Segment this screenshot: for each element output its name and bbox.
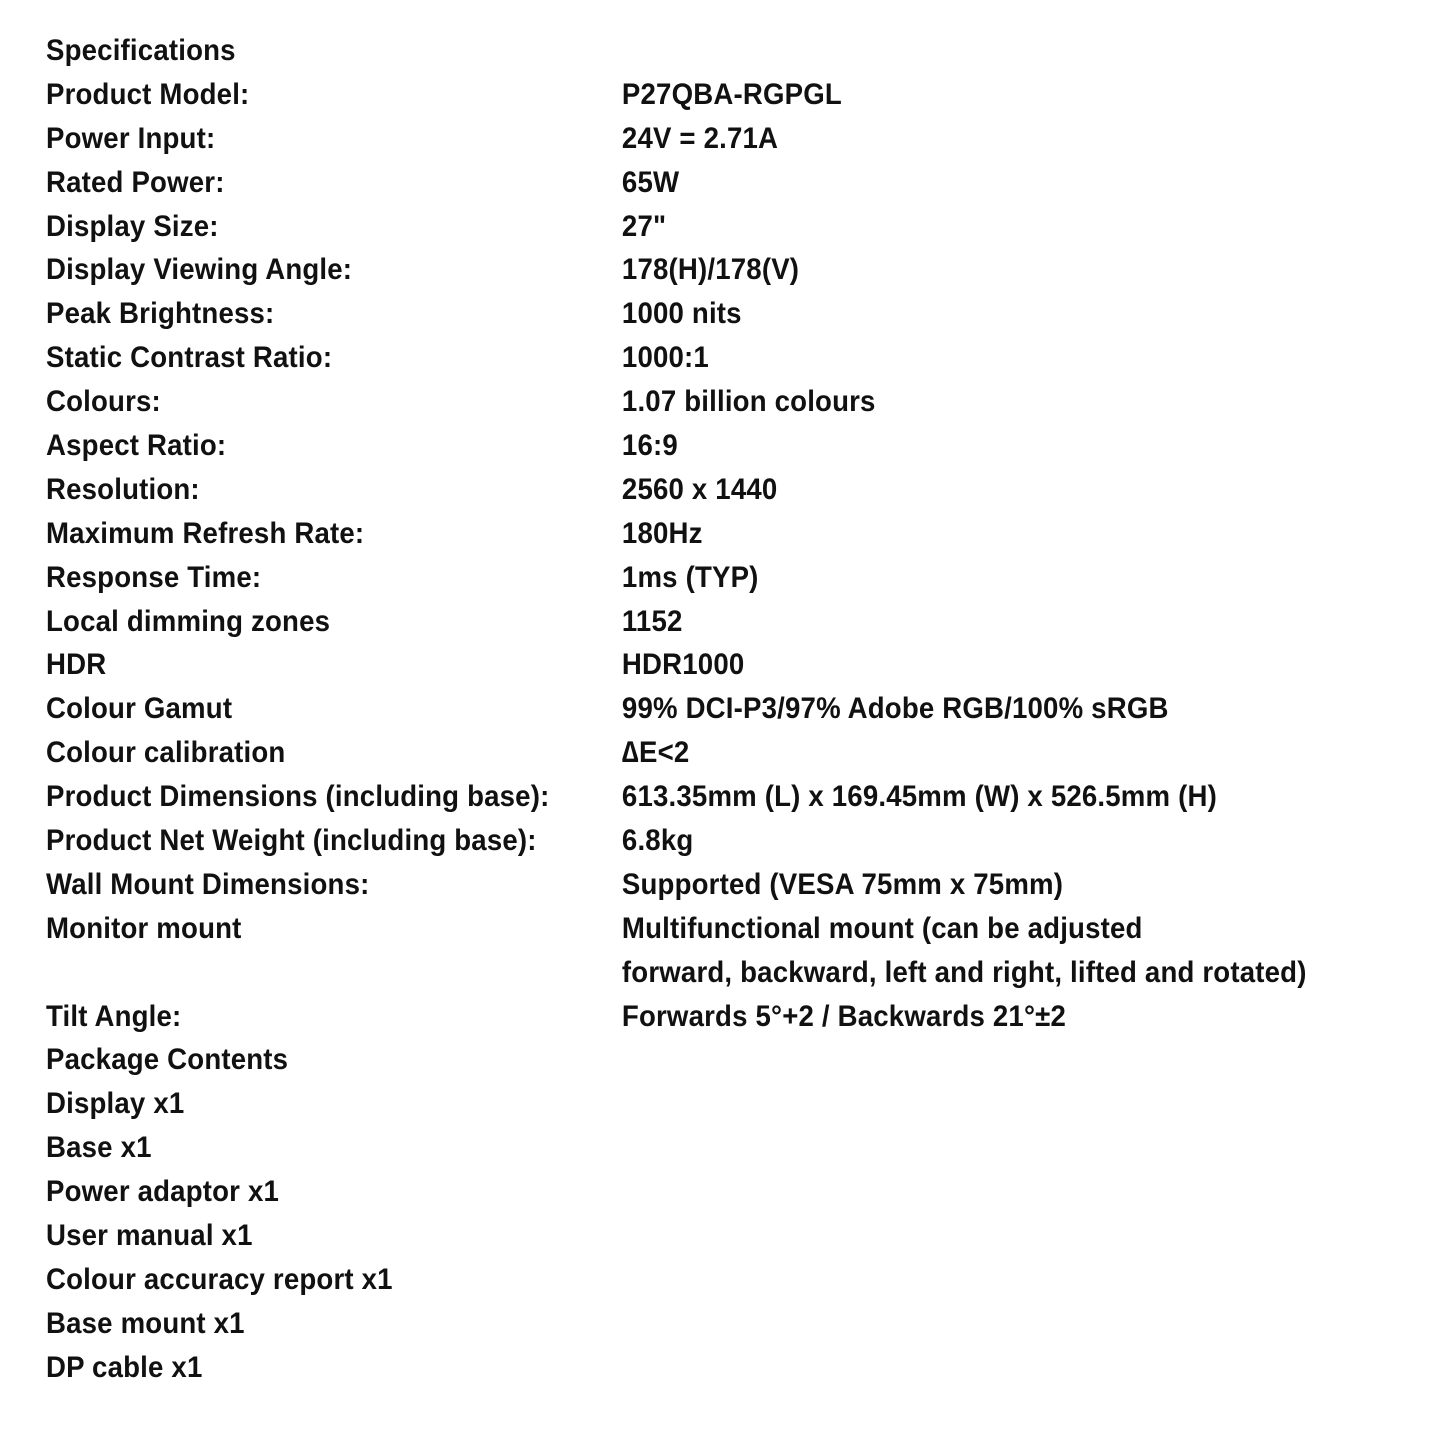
package-item-label: Colour accuracy report x1 [46,1262,393,1296]
spec-value: HDR1000 [621,648,745,682]
package-item-label: User manual x1 [46,1219,253,1253]
spec-label: Resolution: [46,472,200,506]
package-item-label: Display x1 [46,1087,185,1121]
spec-value: 16:9 [621,429,678,463]
spec-row-peak-brightness [46,292,1306,336]
spec-row-colour-calibration [46,731,1306,775]
spec-value: 6.8kg [621,824,694,858]
spec-row-display-size [46,205,1306,249]
spec-label: Maximum Refresh Rate: [46,516,365,550]
spec-row-contrast-ratio [46,336,1306,380]
specifications-heading [46,29,1306,73]
spec-label: Peak Brightness: [46,297,275,331]
spec-value: 24V = 2.71A [621,121,779,155]
spec-value: P27QBA-RGPGL [621,77,842,111]
spec-label: Display Viewing Angle: [46,253,353,287]
spec-label: Product Dimensions (including base): [46,780,550,814]
spec-row-refresh-rate [46,512,1306,556]
spec-value: 99% DCI-P3/97% Adobe RGB/100% sRGB [621,692,1169,726]
spec-row-viewing-angle [46,248,1306,292]
spec-label: Aspect Ratio: [46,429,227,463]
spec-label: Wall Mount Dimensions: [46,867,370,901]
package-item [46,1302,1306,1346]
spec-row-hdr [46,643,1306,687]
spec-value: 1000 nits [621,297,742,331]
spec-row-response-time [46,556,1306,600]
package-item-label: DP cable x1 [46,1350,203,1384]
spec-label: Monitor mount [46,911,242,945]
spec-row-colours [46,380,1306,424]
spec-sheet [46,29,1416,1390]
spec-row-net-weight [46,819,1306,863]
spec-row-wall-mount [46,863,1306,907]
spec-value: 27" [621,209,667,243]
spec-value: Supported (VESA 75mm x 75mm) [621,867,1064,901]
spec-label: Power Input: [46,121,216,155]
package-item-label: Power adaptor x1 [46,1175,280,1209]
spec-label: Product Net Weight (including base): [46,824,537,858]
spec-row-resolution [46,468,1306,512]
spec-value-continued: forward, backward, left and right, lifted and rotated) [621,955,1307,989]
spec-row-monitor-mount-continued [46,951,1306,995]
package-item-label: Base mount x1 [46,1306,245,1340]
package-item [46,1258,1306,1302]
spec-value: 65W [621,165,680,199]
spec-value: ∆E<2 [621,736,690,770]
spec-value: 180Hz [621,516,703,550]
spec-row-colour-gamut [46,687,1306,731]
spec-label: Local dimming zones [46,604,331,638]
spec-value: 1152 [621,604,683,638]
spec-row-power-input [46,117,1306,161]
package-item [46,1126,1306,1170]
spec-row-aspect-ratio [46,424,1306,468]
section-title: Specifications [46,34,236,67]
spec-value: Forwards 5°+2 / Backwards 21°±2 [621,999,1067,1033]
spec-label: Colour calibration [46,736,286,770]
spec-value: 1000:1 [621,341,709,375]
package-item-label: Base x1 [46,1131,152,1165]
package-contents-heading [46,1038,1306,1082]
spec-row-tilt-angle [46,995,1306,1039]
package-item [46,1346,1306,1390]
spec-row-product-model [46,73,1306,117]
spec-row-product-dimensions [46,775,1306,819]
spec-row-monitor-mount [46,907,1306,951]
package-item [46,1082,1306,1126]
spec-label: Response Time: [46,560,262,594]
spec-value: 2560 x 1440 [621,472,778,506]
package-item [46,1214,1306,1258]
package-item [46,1170,1306,1214]
spec-value: 1ms (TYP) [621,560,759,594]
spec-value: Multifunctional mount (can be adjusted [621,911,1143,945]
spec-label: HDR [46,648,107,682]
spec-row-dimming-zones [46,600,1306,644]
spec-label: Colours: [46,385,161,419]
spec-row-rated-power [46,161,1306,205]
spec-label: Product Model: [46,77,250,111]
spec-value: 178(H)/178(V) [621,253,800,287]
spec-value: 613.35mm (L) x 169.45mm (W) x 526.5mm (H) [621,780,1217,814]
spec-label: Display Size: [46,209,219,243]
spec-value: 1.07 billion colours [621,385,876,419]
spec-label: Static Contrast Ratio: [46,341,333,375]
spec-label: Tilt Angle: [46,999,182,1033]
spec-label: Rated Power: [46,165,225,199]
spec-label: Colour Gamut [46,692,233,726]
section-title: Package Contents [46,1043,289,1077]
